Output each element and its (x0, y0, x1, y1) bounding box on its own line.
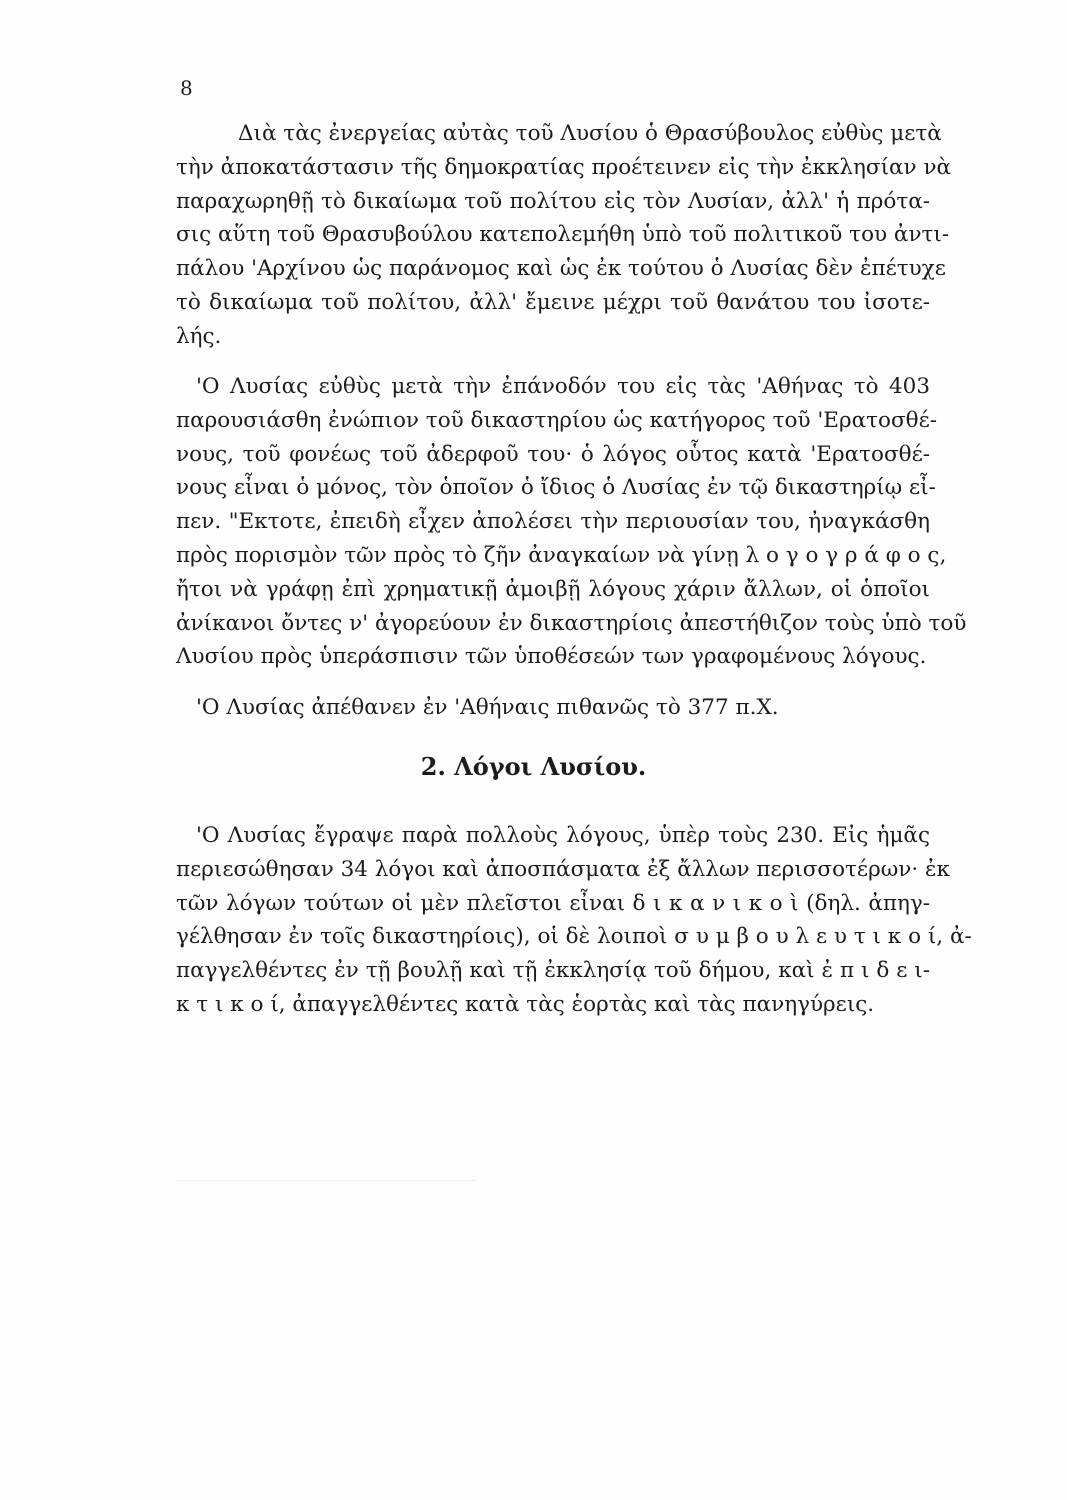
text-line: 'Ο Λυσίας ἔγραψε παρὰ πολλοὺς λόγους, ὑπὲρ τοὺς 230. Εἰς ἡμᾶς (196, 823, 930, 848)
text-line: ἀνίκανοι ὄντες ν' ἀγορεύουν ἐν δικαστηρίοις ἀπεστήθιζον τοὺς ὑπὸ τοῦ (176, 610, 967, 636)
paragraph-speeches (176, 819, 972, 1022)
text-line: ἤτοι νὰ γράφῃ ἐπὶ χρηματικῇ ἀμοιβῇ λόγους χάριν ἄλλων, οἱ ὁποῖοι (176, 576, 930, 602)
paragraph-death (176, 691, 930, 725)
text-line: λής. (176, 323, 222, 349)
text-line: τὸ δικαίωμα τοῦ πολίτου, ἀλλ' ἔμεινε μέχρι τοῦ θανάτου του ἰσοτε- (176, 289, 930, 315)
text-line: πεν. "Εκτοτε, ἐπειδὴ εἶχεν ἀπολέσει τὴν περιουσίαν του, ἠναγκάσθη (176, 509, 930, 535)
text-line: νους εἶναι ὁ μόνος, τὸν ὁποῖον ὁ ἴδιος ὁ Λυσίας ἐν τῷ δικαστηρίῳ εἶ- (176, 475, 936, 501)
paragraph-eratosthenes (176, 370, 967, 674)
text-line: περιεσώθησαν 34 λόγοι καὶ ἀποσπάσματα ἐξ ἄλλων περισσοτέρων· ἐκ (176, 856, 950, 882)
text-line: παρουσιάσθη ἐνώπιον τοῦ δικαστηρίου ὡς κατήγορος τοῦ 'Ερατοσθέ- (176, 407, 938, 433)
section-heading: 2. Λόγοι Λυσίου. (420, 752, 647, 781)
text-line: νους, τοῦ φονέως τοῦ ἀδερφοῦ του· ὁ λόγος οὗτος κατὰ 'Ερατοσθέ- (176, 441, 930, 467)
text-line: γέλθησαν ἐν τοῖς δικαστηρίοις), οἱ δὲ λοιποὶ σ υ μ β ο υ λ ε υ τ ι κ ο ί, ἀ- (176, 924, 972, 950)
text-line: Διὰ τὰς ἐνεργείας αὐτὰς τοῦ Λυσίου ὁ Θρασύβουλος εὐθὺς μετὰ (238, 121, 942, 146)
text-line: 'Ο Λυσίας εὐθὺς μετὰ τὴν ἐπάνοδόν του εἰς τὰς 'Αθήνας τὸ 403 (196, 374, 930, 399)
paragraph-thrasybulus (176, 117, 952, 354)
bleed-through-rule (176, 1180, 476, 1181)
text-line: 'Ο Λυσίας ἀπέθανεν ἐν 'Αθήναις πιθανῶς τὸ 377 π.Χ. (196, 695, 779, 720)
text-line: παγγελθέντες ἐν τῇ βουλῇ καὶ τῇ ἐκκλησίᾳ τοῦ δήμου, καὶ ἐ π ι δ ε ι- (176, 958, 930, 984)
text-line: Λυσίου πρὸς ὑπεράσπισιν τῶν ὑποθέσεών των γραφομένους λόγους. (176, 644, 927, 670)
text-line: παραχωρηθῇ τὸ δικαίωμα τοῦ πολίτου εἰς τὸν Λυσίαν, ἀλλ' ἡ πρότα- (176, 188, 930, 214)
text-line: τῶν λόγων τούτων οἱ μὲν πλεῖστοι εἶναι δ ι κ α ν ι κ ο ὶ (δηλ. ἀπηγ- (176, 890, 930, 916)
text-line: κ τ ι κ ο ί, ἀπαγγελθέντες κατὰ τὰς ἑορτὰς καὶ τὰς πανηγύρεις. (176, 991, 875, 1017)
text-line: πάλου 'Αρχίνου ὡς παράνομος καὶ ὡς ἐκ τούτου ὁ Λυσίας δὲν ἐπέτυχε (176, 256, 946, 282)
text-line: πρὸς πορισμὸν τῶν πρὸς τὸ ζῆν ἀναγκαίων νὰ γίνῃ λ ο γ ο γ ρ ά φ ο ς, (176, 542, 947, 568)
page-number: 8 (180, 76, 193, 100)
text-line: σις αὕτη τοῦ Θρασυβούλου κατεπολεμήθη ὑπὸ τοῦ πολιτικοῦ του ἀντι- (176, 222, 950, 248)
text-line: τὴν ἀποκατάστασιν τῆς δημοκρατίας προέτεινεν εἰς τὴν ἐκκλησίαν νὰ (176, 154, 952, 180)
